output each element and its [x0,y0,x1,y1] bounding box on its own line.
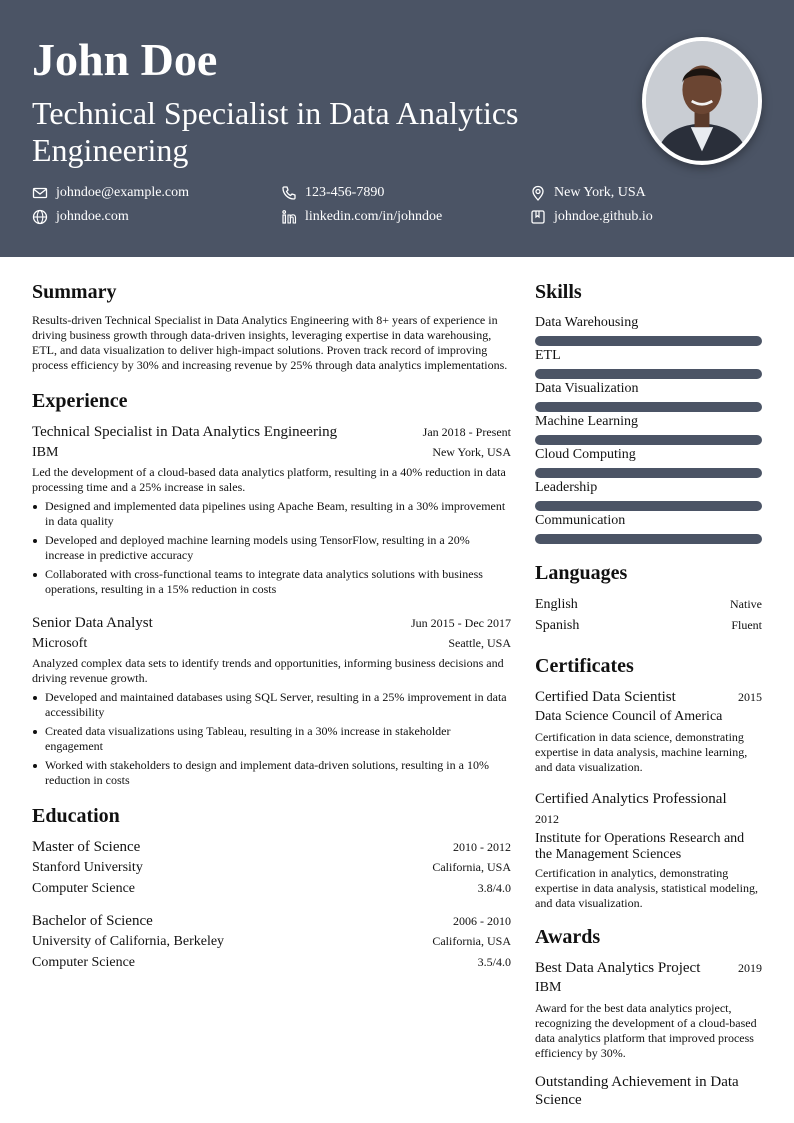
contact-linkedin[interactable] [281,208,442,226]
job-title: Technical Specialist in Data Analytics Engineering [32,424,338,440]
edu-degree: Master of Science [32,839,141,855]
edu-gpa: 3.5/4.0 [477,955,511,969]
language-row [535,615,762,636]
edu-field: Computer Science [32,955,136,970]
skill-bar [535,534,762,544]
job-description: Led the development of a cloud-based data analytics platform, resulting in a 40% reduction in data processing time and a 25% increase in sales. [32,465,506,494]
skills-list [535,313,762,544]
skill-name: Data Visualization [535,381,639,396]
edu-dates: 2006 - 2010 [453,914,511,928]
edu-location: California, USA [432,860,511,874]
contact-email-text: johndoe@example.com [56,185,190,200]
contact-location [530,184,646,202]
certificate-issuer: Data Science Council of America [535,709,723,724]
skill-name: Cloud Computing [535,447,636,462]
main-column [32,280,511,985]
contact-website-text: johndoe.com [56,209,129,224]
skills-heading: Skills [535,281,582,303]
portrait-image [646,41,758,161]
skill-bar [535,435,762,445]
job-bullet: Developed and maintained databases using SQL Server, resulting in a 25% improvement in data accessibility [32,690,511,720]
resume-header [0,0,794,257]
skill-name: Leadership [535,480,598,495]
location-pin-icon [530,185,546,201]
job-title: Senior Data Analyst [32,615,153,631]
job-dates: Jun 2015 - Dec 2017 [411,616,511,630]
edu-school: Stanford University [32,860,143,875]
education-entry [32,911,511,973]
skill-bar [535,468,762,478]
contact-phone[interactable] [281,184,384,202]
skill-bar [535,369,762,379]
experience-heading: Experience [32,390,128,412]
contact-github[interactable] [530,208,653,226]
edu-dates: 2010 - 2012 [453,840,511,854]
skill-bar [535,501,762,511]
job-bullet: Developed and deployed machine learning models using TensorFlow, resulting in a 20% increase in predictive accuracy [32,533,511,563]
certificate-year: 2015 [738,690,762,704]
job-company: Microsoft [32,636,88,651]
bookmark-box-icon [530,209,546,225]
certificate-entry [535,789,762,911]
award-name: Outstanding Achievement in Data Science [535,1074,739,1108]
job-location: Seattle, USA [448,636,511,650]
experience-entry [32,613,511,788]
awards-heading: Awards [535,926,601,948]
contact-phone-text: 123-456-7890 [305,185,385,200]
job-bullet: Created data visualizations using Tableau, resulting in a 30% increase in stakeholder engagement [32,724,511,754]
language-name: Spanish [535,618,580,633]
job-bullet: Designed and implemented data pipelines using Apache Beam, resulting in a 30% improvement in data quality [32,499,511,529]
job-bullets [32,690,511,788]
education-heading: Education [32,805,120,827]
award-name: Best Data Analytics Project [535,960,701,976]
language-row [535,594,762,615]
certificate-name: Certified Analytics Professional [535,791,727,807]
phone-icon [281,185,297,201]
edu-school: University of California, Berkeley [32,934,225,949]
award-description: Award for the best data analytics project, recognizing the development of a cloud-based data analytics platform that improved process efficiency by 30%. [535,1001,757,1060]
job-dates: Jan 2018 - Present [422,425,511,439]
certificate-year: 2012 [535,812,559,826]
award-issuer: IBM [535,980,562,995]
certificate-name: Certified Data Scientist [535,689,676,705]
profile-photo [642,37,762,165]
certificate-description: Certification in data science, demonstrating expertise in data analysis, machine learning, and data visualization. [535,730,748,774]
edu-degree: Bachelor of Science [32,913,153,929]
mail-icon [32,185,48,201]
skill-name: Data Warehousing [535,315,639,330]
contact-location-text: New York, USA [554,185,646,200]
award-entry [535,1073,762,1109]
language-name: English [535,597,578,612]
globe-icon [32,209,48,225]
job-company: IBM [32,445,59,460]
contact-github-text: johndoe.github.io [554,209,653,224]
contact-website[interactable] [32,208,129,226]
education-entry [32,837,511,899]
job-description: Analyzed complex data sets to identify trends and opportunities, informing business decisions and driving revenue growth. [32,656,504,685]
contact-linkedin-text: linkedin.com/in/johndoe [305,209,443,224]
candidate-title: Technical Specialist in Data Analytics Engineering [32,95,519,168]
languages-list [535,594,762,636]
certificate-description: Certification in analytics, demonstrating expertise in data analysis, statistical modeling, and data visualization. [535,866,758,910]
summary-text: Results-driven Technical Specialist in Data Analytics Engineering with 8+ years of experience in driving business growth through data-driven insights, leveraging expertise in data warehousing, ETL, and data visualization to deliver high-impact solutions. Proven track record of improving process efficiency by 30% and increasing revenue by 25% through data analytics implementations. [32,313,508,372]
certificate-entry [535,687,762,775]
edu-field: Computer Science [32,881,136,896]
summary-heading: Summary [32,281,117,303]
edu-location: California, USA [432,934,511,948]
skill-name: Communication [535,513,626,528]
skill-bar [535,336,762,346]
experience-entry [32,422,511,597]
job-bullet: Collaborated with cross-functional teams to integrate data analytics solutions with business operations, resulting in a 15% reduction in costs [32,567,511,597]
linkedin-icon [281,209,297,225]
skill-name: ETL [535,348,561,363]
languages-heading: Languages [535,562,628,584]
job-bullets [32,499,511,597]
language-level: Native [730,597,762,611]
skill-bar [535,402,762,412]
job-bullet: Worked with stakeholders to design and implement data-driven solutions, resulting in a 10% reduction in costs [32,758,511,788]
language-level: Fluent [731,618,762,632]
contact-email[interactable] [32,184,189,202]
edu-gpa: 3.8/4.0 [477,881,511,895]
award-year: 2019 [738,961,762,975]
certificates-heading: Certificates [535,655,634,677]
skill-name: Machine Learning [535,414,639,429]
certificate-issuer: Institute for Operations Research and the Management Sciences [535,831,745,862]
candidate-name: John Doe [32,34,218,85]
job-location: New York, USA [432,445,511,459]
award-entry [535,958,762,1061]
sidebar-column [535,280,762,1121]
